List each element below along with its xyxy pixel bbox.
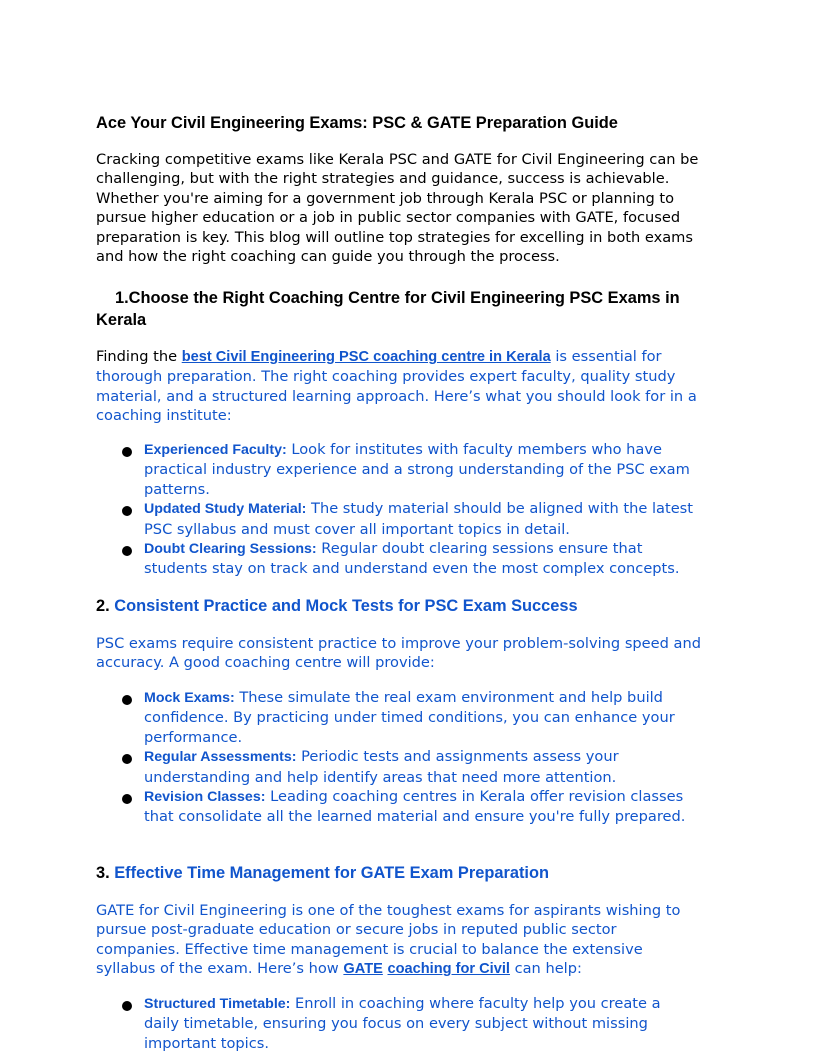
bullet-text: Regular doubt clearing sessions ensure that students stay on track and understand even the most complex concepts. bbox=[144, 540, 680, 578]
list-item bbox=[96, 994, 676, 1053]
bullet-icon bbox=[122, 794, 132, 804]
bullet-icon bbox=[122, 447, 132, 457]
section-1-para-prefix: Finding the bbox=[96, 348, 182, 365]
section-2-paragraph: PSC exams require consistent practice to improve your problem-solving speed and accuracy. A good coaching centre will provide: bbox=[96, 635, 701, 672]
list-item bbox=[96, 747, 696, 787]
section-2-heading bbox=[96, 596, 578, 616]
section-2-heading-text: Consistent Practice and Mock Tests for PSC Exam Success bbox=[114, 597, 578, 615]
bullet-label: Doubt Clearing Sessions: bbox=[144, 541, 317, 558]
gate-link[interactable]: GATE bbox=[343, 961, 383, 978]
section-3-paragraph bbox=[96, 901, 686, 980]
bullet-text: These simulate the real exam environment and help build confidence. By practicing under timed conditions, you can enhance your performance. bbox=[144, 689, 675, 746]
bullet-text: Look for institutes with faculty members who have practical industry experience and a strong understanding of the PSC exam patterns. bbox=[144, 441, 690, 498]
bullet-icon bbox=[122, 1001, 132, 1011]
list-item bbox=[96, 688, 696, 747]
bullet-text: Enroll in coaching where faculty help you create a daily timetable, ensuring you focus on every subject without missing important topics. bbox=[144, 995, 661, 1052]
bullet-text: Periodic tests and assignments assess your understanding and help identify areas that need more attention. bbox=[144, 748, 619, 786]
section-1-bullet-list bbox=[96, 440, 696, 579]
section-1-heading-text: Choose the Right Coaching Centre for Civil Engineering PSC Exams in Kerala bbox=[96, 289, 680, 329]
bullet-icon bbox=[122, 695, 132, 705]
section-3-para-prefix: GATE for Civil Engineering is one of the toughest exams for aspirants wishing to pursue post-graduate education or secure jobs in reputed public sector companies. Effective time management is crucial to balance the extensive syllabus of the exam. Here’s how bbox=[96, 902, 681, 978]
intro-paragraph: Cracking competitive exams like Kerala PSC and GATE for Civil Engineering can be challenging, but with the right strategies and guidance, success is achievable. Whether you're aiming for a government job through Kerala PSC or planning to pursue higher education or a job in public sector companies with GATE, focused preparation is key. This blog will outline top strategies for excelling in both exams and how the right coaching can guide you through the process. bbox=[96, 151, 699, 266]
bullet-icon bbox=[122, 754, 132, 764]
bullet-text: Leading coaching centres in Kerala offer revision classes that consolidate all the learned material and ensure you're fully prepared. bbox=[144, 788, 686, 826]
bullet-label: Experienced Faculty: bbox=[144, 442, 287, 458]
section-3-heading-text: Effective Time Management for GATE Exam Preparation bbox=[114, 864, 550, 882]
psc-coaching-link[interactable]: best Civil Engineering PSC coaching centre in Kerala bbox=[181, 349, 551, 365]
section-1-paragraph bbox=[96, 347, 711, 426]
section-3-heading bbox=[96, 863, 549, 883]
section-2-number: 2. bbox=[96, 597, 115, 615]
list-item bbox=[96, 499, 696, 539]
list-item bbox=[96, 539, 696, 579]
list-item bbox=[96, 440, 696, 499]
bullet-label: Mock Exams: bbox=[144, 690, 235, 706]
bullet-text: The study material should be aligned with the latest PSC syllabus and must cover all important topics in detail. bbox=[144, 500, 694, 538]
coaching-for-civil-link[interactable]: coaching for Civil bbox=[387, 961, 510, 978]
bullet-label: Structured Timetable: bbox=[144, 996, 291, 1012]
bullet-label: Regular Assessments: bbox=[144, 749, 297, 766]
section-2-bullet-list bbox=[96, 688, 696, 827]
document-title: Ace Your Civil Engineering Exams: PSC & GATE Preparation Guide bbox=[96, 114, 618, 132]
bullet-icon bbox=[122, 546, 132, 556]
list-item bbox=[96, 787, 696, 827]
bullet-icon bbox=[122, 506, 132, 516]
bullet-label: Updated Study Material: bbox=[144, 501, 307, 518]
section-3-bullet-list bbox=[96, 994, 676, 1053]
section-1-heading bbox=[96, 287, 706, 331]
section-1-number: 1. bbox=[115, 289, 129, 307]
section-3-para-suffix: can help: bbox=[509, 960, 582, 978]
section-3-number: 3. bbox=[96, 864, 115, 882]
section-1-para-suffix: is essential for thorough preparation. The right coaching provides expert faculty, quality study material, and a structured learning approach. Here’s what you should look for in a coaching institute: bbox=[96, 348, 697, 425]
bullet-label: Revision Classes: bbox=[144, 789, 266, 806]
